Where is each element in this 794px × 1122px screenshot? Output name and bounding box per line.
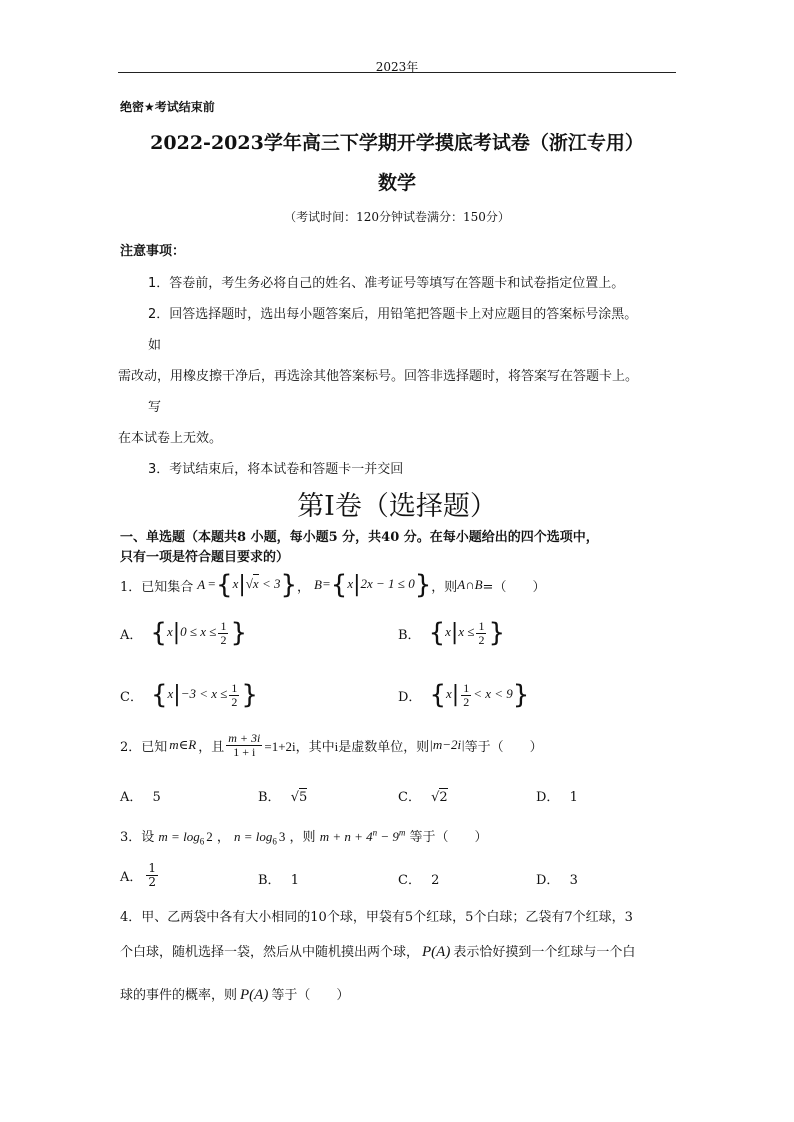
instructions-heading: 注意事项：	[120, 244, 186, 259]
q3-exp-m: m	[398, 827, 406, 838]
q3-n-base: 6	[272, 836, 277, 847]
q3-n-arg: 3	[278, 829, 286, 844]
q2-option-d-label: D．	[536, 790, 560, 805]
instruction-2-wrap-3: 写	[148, 400, 162, 415]
q2-option-a[interactable]	[120, 786, 161, 805]
q3-minus-9: − 9	[377, 829, 399, 844]
q1-then: ，则	[431, 579, 458, 595]
q2-cond: ，且	[198, 739, 225, 755]
subject-title: 数学	[377, 172, 416, 194]
q3-option-b[interactable]	[258, 869, 299, 888]
q1-set-b-name: B	[314, 577, 322, 592]
q2-after: =1+2i，其中i是虚数单位，则	[264, 738, 430, 754]
header-rule	[118, 72, 676, 73]
section-heading-line-1: 一、单选题（本题共8 小题，每小题5 分，共40 分。在每小题给出的四个选项中，	[120, 530, 599, 545]
q4-line-2-a: 个白球，随机选择一袋，然后从中随机摸出两个球，	[120, 945, 420, 960]
q3-option-c-value: 2	[431, 873, 440, 888]
q3-lead: 3．设	[120, 830, 155, 845]
q1-tail: =（ ）	[482, 579, 546, 595]
q3-then: ，则	[289, 830, 316, 845]
q3-comma: ，	[216, 830, 230, 845]
q3-option-a-label: A．	[120, 869, 143, 885]
q3-option-c-label: C．	[398, 873, 421, 888]
q2-option-b[interactable]: B． √5	[258, 790, 308, 805]
question-1: 1．已知集合 A ={x|√x < 3} ， B ={x|2x − 1 ≤ 0} ，则 A∩B =（ ）	[120, 570, 546, 600]
q1-option-a-label: A．	[120, 627, 143, 643]
q1-set-a-name: A	[197, 577, 206, 592]
instruction-2: 2．回答选择题时，选出每小题答案后，用铅笔把答题卡上对应题目的答案标号涂黑。	[148, 307, 638, 322]
q2-option-a-label: A．	[120, 790, 143, 805]
q2-option-c-label: C．	[398, 790, 421, 805]
question-3	[120, 826, 488, 847]
exam-info: （考试时间：120分钟试卷满分：150分）	[284, 210, 510, 224]
q1-separator: ，	[297, 579, 311, 595]
q2-option-c-value: 2	[439, 790, 448, 805]
q4-line-1: 4．甲、乙两袋中各有大小相同的10个球，甲袋有5个红球，5个白球；乙袋有7个红球，3	[120, 910, 633, 925]
q2-lead: 2．已知	[120, 739, 168, 755]
q1-option-b-label: B．	[398, 627, 421, 643]
part-title: 第Ⅰ卷（选择题）	[297, 491, 497, 522]
instruction-2-wrap-2: 需改动，用橡皮擦干净后，再选涂其他答案标号。回答非选择题时，将答案写在答题卡上。	[118, 369, 639, 384]
instruction-3: 3．考试结束后，将本试卷和答题卡一并交回	[148, 462, 404, 477]
question-2: 2．已知 m∈R ，且 $\frac{m + 3i}{1 + i}$ =1+2i，其中i是虚数单位，则 |m−2i| 等于（ ）	[120, 731, 543, 759]
q1-lead: 1．已知集合	[120, 579, 194, 595]
q3-option-a[interactable]	[120, 862, 160, 888]
q4-line-2-b: 表示恰好摸到一个红球与一个白	[453, 945, 636, 960]
q4-line-3	[120, 984, 349, 1004]
q1-option-c[interactable]: C． {x|−3 < x ≤ $\frac{1}{2}$ }	[120, 680, 258, 711]
q3-n-def: n = log	[234, 829, 273, 844]
q3-m-base: 6	[199, 836, 205, 847]
q1-option-d[interactable]: D． {x| $\frac{1}{2}$ < x < 9}	[398, 680, 530, 711]
q3-option-a-den: 2	[148, 874, 157, 889]
instruction-1: 1．答卷前，考生务必将自己的姓名、准考证号等填写在答题卡和试卷指定位置上。	[148, 276, 625, 291]
q3-expr: m + n + 4	[319, 829, 373, 844]
confidential-notice: 绝密★考试结束前	[120, 100, 215, 114]
q4-line-2	[120, 941, 635, 961]
q2-m-in-r: m∈R	[169, 737, 197, 753]
instruction-2-wrap-1: 如	[148, 338, 162, 353]
exam-title: 2022-2023学年高三下学期开学摸底考试卷（浙江专用）	[150, 132, 644, 154]
q4-line-3-b: 等于（ ）	[271, 988, 350, 1003]
q3-m-arg: 2	[206, 829, 213, 844]
q3-option-c[interactable]	[398, 869, 439, 888]
q4-line-3-a: 球的事件的概率，则	[120, 988, 238, 1003]
q3-m-def: m = log	[158, 829, 200, 844]
q1-option-b[interactable]: B． {x|x ≤ $\frac{1}{2}$ }	[398, 618, 506, 649]
q3-option-a-num: 1	[148, 861, 157, 875]
q2-abs: |m−2i|	[429, 737, 465, 753]
q2-option-d[interactable]	[536, 786, 578, 805]
q3-exp-n: n	[372, 827, 378, 838]
q1-option-c-label: C．	[120, 689, 143, 705]
q2-option-d-value: 1	[569, 790, 578, 805]
q3-option-d-label: D．	[536, 873, 560, 888]
section-heading-line-2: 只有一项是符合题目要求的）	[120, 550, 290, 565]
q2-option-b-label: B．	[258, 790, 281, 805]
q2-option-b-value: 5	[299, 790, 308, 805]
q1-option-a[interactable]: A． {x|0 ≤ x ≤ $\frac{1}{2}$ }	[120, 618, 247, 649]
q3-option-b-value: 1	[290, 873, 299, 888]
q2-option-c[interactable]: C． √2	[398, 790, 448, 805]
q4-pa-2: P(A)	[240, 987, 269, 1003]
q2-tail: 等于（ ）	[464, 739, 543, 755]
q1-option-d-label: D．	[398, 689, 422, 705]
page-header-year: 2023年	[375, 60, 419, 74]
q1-ask: A∩B	[457, 577, 483, 592]
instruction-2-wrap-4: 在本试卷上无效。	[118, 431, 223, 446]
q3-tail: 等于（ ）	[409, 830, 488, 845]
q3-option-b-label: B．	[258, 873, 281, 888]
q3-option-d-value: 3	[569, 873, 578, 888]
q4-pa: P(A)	[422, 944, 451, 960]
q3-option-d[interactable]	[536, 869, 578, 888]
q2-option-a-value: 5	[152, 790, 161, 805]
